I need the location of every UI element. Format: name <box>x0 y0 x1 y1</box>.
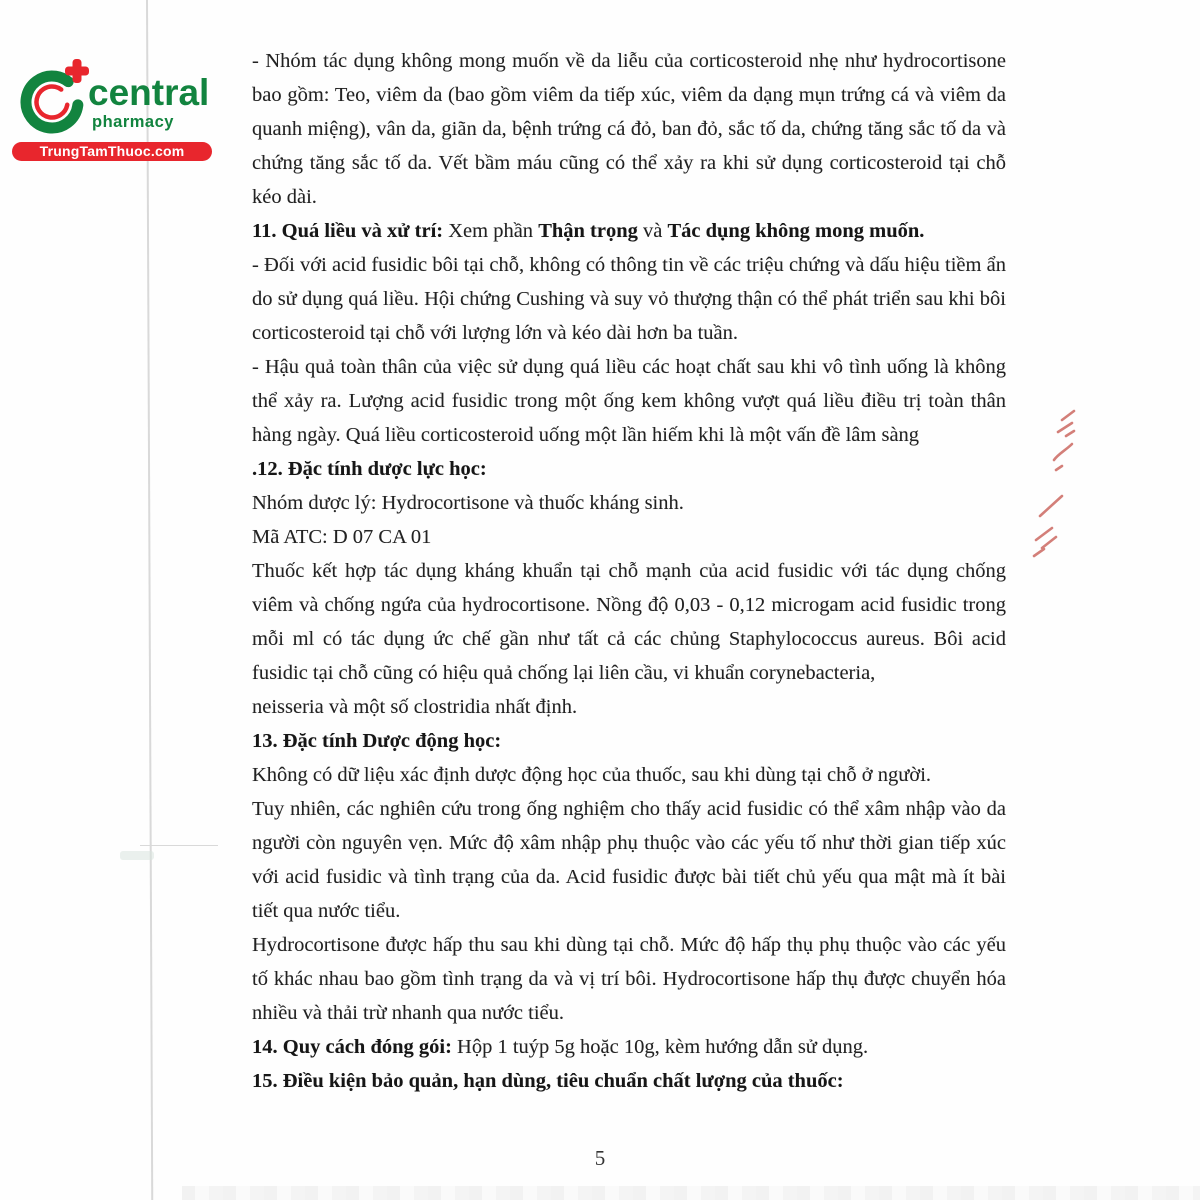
paragraph-hydrocortisone-absorption: Hydrocortisone được hấp thu sau khi dùng tại chỗ. Mức độ hấp thụ phụ thuộc vào các yếu tố khác nhau bao gồm tình trạng da và vị trí bôi. Hydrocortisone hấp thụ được chuyển hóa nhiều và thải trừ nhanh qua nước tiểu. <box>252 934 1006 1024</box>
scan-bottom-band <box>182 1186 1200 1200</box>
heading-11-overdose: 11. Quá liều và xử trí: Xem phần Thận trọng và Tác dụng không mong muốn. <box>252 220 925 242</box>
heading-13-pharmacokinetics: 13. Đặc tính Dược động học: <box>252 730 502 752</box>
paragraph-pharm-group: Nhóm dược lý: Hydrocortisone và thuốc kháng sinh. <box>252 492 684 514</box>
paragraph-invitro-studies: Tuy nhiên, các nghiên cứu trong ống nghiệm cho thấy acid fusidic có thể xâm nhập vào da người còn nguyên vẹn. Mức độ xâm nhập phụ thuộc vào các yếu tố như thời gian tiếp xúc với acid fusidic và tình trạng của da. Acid fusidic được bài tiết chủ yếu qua mật mà ít bài tiết qua nước tiểu. <box>252 798 1006 922</box>
page-number: 5 <box>594 1146 606 1170</box>
heading-15-storage: 15. Điều kiện bảo quản, hạn dùng, tiêu chuẩn chất lượng của thuốc: <box>252 1070 844 1092</box>
paragraph-no-data: Không có dữ liệu xác định dược động học của thuốc, sau khi dùng tại chỗ ở người. <box>252 764 932 786</box>
scan-artifact-smudge <box>120 851 154 860</box>
logo-website-badge: TrungTamThuoc.com <box>12 142 212 161</box>
paragraph-systemic-consequence: - Hậu quả toàn thân của việc sử dụng quá liều các hoạt chất sau khi vô tình uống là không thể xảy ra. Lượng acid fusidic trong một ống kem không vượt quá liều điều trị toàn thân hàng ngày. Quá liều corticosteroid uống một lần hiếm khi là một vấn đề lâm sàng <box>252 356 1006 446</box>
paragraph-combination-action: Thuốc kết hợp tác dụng kháng khuẩn tại chỗ mạnh của acid fusidic với tác dụng chống viêm và chống ngứa của hydrocortisone. Nồng độ 0,03 - 0,12 microgam acid fusidic trong mỗi ml có tác dụng ức chế gần như tất cả các chủng Staphylococcus aureus. Bôi acid fusidic tại chỗ cũng có hiệu quả chống lại liên cầu, vi khuẩn corynebacteria, <box>252 560 1006 684</box>
paragraph-neisseria: neisseria và một số clostridia nhất định. <box>252 696 578 718</box>
paragraph-fusidic-overdose: - Đối với acid fusidic bôi tại chỗ, không có thông tin về các triệu chứng và dấu hiệu tiềm ẩn do sử dụng quá liều. Hội chứng Cushing và suy vỏ thượng thận có thể phát triển sau khi bôi corticosteroid tại chỗ với lượng lớn và kéo dài hơn ba tuần. <box>252 254 1006 344</box>
document-text-column <box>252 44 1006 1098</box>
logo-sub-text: pharmacy <box>92 113 174 131</box>
heading-14-packaging: 14. Quy cách đóng gói: Hộp 1 tuýp 5g hoặc 10g, kèm hướng dẫn sử dụng. <box>252 1036 869 1058</box>
red-pen-marks <box>1028 398 1088 568</box>
page-edge-line <box>146 0 153 1200</box>
logo-brand-text: central <box>88 72 210 113</box>
heading-12-pharmacodynamics: .12. Đặc tính dược lực học: <box>252 458 487 480</box>
paragraph-derm-side-effects: - Nhóm tác dụng không mong muốn về da liễu của corticosteroid nhẹ như hydrocortisone bao gồm: Teo, viêm da (bao gồm viêm da tiếp xúc, viêm da dạng mụn trứng cá và viêm da quanh miệng), vân da, giãn da, bệnh trứng cá đỏ, ban đỏ, sắc tố da, chứng tăng sắc tố da và chứng tăng sắc tố da. Vết bầm máu cũng có thể xảy ra khi sử dụng corticosteroid tại chỗ kéo dài. <box>252 50 1006 208</box>
central-pharmacy-watermark <box>8 30 240 159</box>
paragraph-atc-code: Mã ATC: D 07 CA 01 <box>252 526 432 548</box>
scan-artifact-line <box>140 845 218 846</box>
